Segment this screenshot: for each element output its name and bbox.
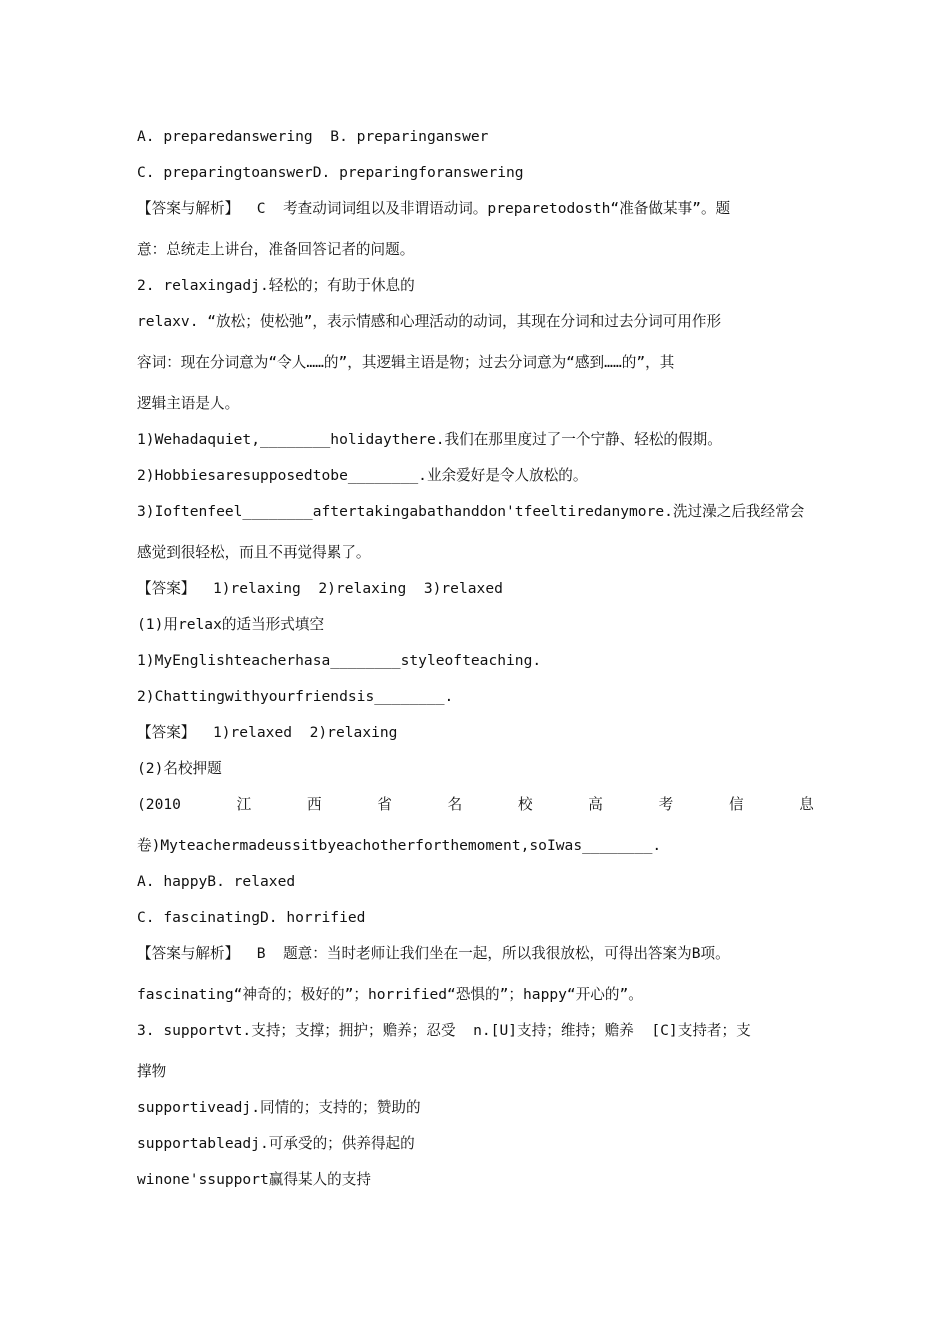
source-token: 名 bbox=[447, 796, 463, 813]
answer-analysis-cont: 意：总统走上讲台，准备回答记者的问题。 bbox=[137, 241, 415, 258]
source-token: 校 bbox=[517, 796, 533, 813]
exercise-heading-2: (2)名校押题 bbox=[137, 760, 222, 777]
source-token: 信 bbox=[728, 796, 744, 813]
derivative-supportable: supportableadj.可承受的；供养得起的 bbox=[137, 1135, 415, 1152]
source-token: 江 bbox=[236, 796, 252, 813]
option-line-a-b: A. preparedanswering B. preparinganswer bbox=[137, 128, 489, 145]
option-line-a-b-2: A. happyB. relaxed bbox=[137, 873, 296, 890]
exercise-item-2: 2)Chattingwithyourfriendsis________. bbox=[137, 688, 454, 705]
answer-analysis-2: 【答案与解析】 B 题意：当时老师让我们坐在一起，所以我很放松，可得出答案为B项。 bbox=[137, 945, 730, 962]
definition-relax-cont: 容词：现在分词意为“令人……的”，其逻辑主语是物；过去分词意为“感到……的”，其 bbox=[137, 354, 675, 371]
source-token: 高 bbox=[588, 796, 603, 813]
source-token: 息 bbox=[799, 796, 814, 813]
source-token: 考 bbox=[658, 796, 674, 813]
source-token: (2010 bbox=[137, 796, 181, 813]
example-3-cont: 感觉到很轻松，而且不再觉得累了。 bbox=[137, 544, 371, 561]
source-line bbox=[137, 795, 814, 815]
source-token: 西 bbox=[306, 796, 322, 813]
answer-line-2: 【答案】 1)relaxed 2)relaxing bbox=[137, 724, 398, 741]
section-heading-relaxing: 2. relaxingadj.轻松的；有助于休息的 bbox=[137, 277, 415, 294]
section-heading-support-cont: 撑物 bbox=[137, 1063, 167, 1080]
exercise-item-1: 1)MyEnglishteacherhasa________styleofteaching. bbox=[137, 652, 542, 669]
answer-line: 【答案】 1)relaxing 2)relaxing 3)relaxed bbox=[137, 580, 503, 597]
definition-relax-end: 逻辑主语是人。 bbox=[137, 395, 240, 412]
example-3: 3)Ioftenfeel________aftertakingabathanddon'tfeeltiredanymore.洗过澡之后我经常会 bbox=[137, 503, 805, 520]
example-1: 1)Wehadaquiet,________holidaythere.我们在那里度过了一个宁静、轻松的假期。 bbox=[137, 431, 722, 448]
option-line-c-d: C. preparingtoanswerD. preparingforanswering bbox=[137, 164, 524, 181]
section-heading-support: 3. supportvt.支持；支撑；拥护；赡养；忍受 n.[U]支持；维持；赡养 [C]支持者；支 bbox=[137, 1022, 751, 1039]
phrase-win-support: winone'ssupport赢得某人的支持 bbox=[137, 1171, 371, 1188]
question-stem: 卷)Myteachermadeussitbyeachotherforthemoment,soIwas________. bbox=[137, 837, 662, 854]
answer-analysis-2-cont: fascinating“神奇的；极好的”；horrified“恐惧的”；happy“开心的”。 bbox=[137, 986, 643, 1003]
definition-relax: relaxv. “放松；使松弛”，表示情感和心理活动的动词，其现在分词和过去分词可用作形 bbox=[137, 313, 722, 330]
source-token: 省 bbox=[377, 796, 392, 813]
answer-analysis: 【答案与解析】 C 考查动词词组以及非谓语动词。preparetodosth“准备做某事”。题 bbox=[137, 200, 731, 217]
exercise-heading-1: (1)用relax的适当形式填空 bbox=[137, 616, 325, 633]
example-2: 2)Hobbiesaresupposedtobe________.业余爱好是令人放松的。 bbox=[137, 467, 588, 484]
derivative-supportive: supportiveadj.同情的；支持的；赞助的 bbox=[137, 1099, 421, 1116]
option-line-c-d-2: C. fascinatingD. horrified bbox=[137, 909, 366, 926]
